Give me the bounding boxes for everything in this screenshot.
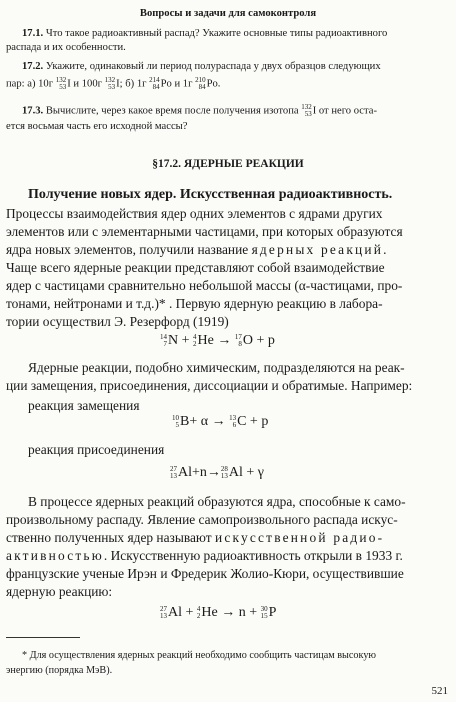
body-line: ядерную реакцию:: [6, 584, 113, 599]
equation-addition: 27 13 Al+n→ 28 13 Al + γ: [170, 464, 264, 480]
term-nuclear-reactions: ядерных реакций: [251, 242, 384, 257]
page-number: 521: [431, 685, 448, 697]
body-line: элементов или с элементарными частицами, при которых образуются: [6, 224, 403, 239]
footnote-line2: энергию (порядка МэВ).: [6, 665, 113, 676]
body-line: ядра новых элементов, получили название ядерных реакций.: [6, 242, 387, 257]
label-substitution-reaction: реакция замещения: [28, 398, 140, 413]
body-line: ядер с частицами сравнительно небольшой массы (α-частицами, про-: [6, 278, 403, 293]
isotope-aluminium-27: 27 13: [170, 464, 177, 480]
footnote-line1: * Для осуществления ядерных реакций необходимо сообщить частицам высокую: [22, 650, 377, 661]
term-artificial-radioactivity-cont: активностью: [6, 548, 104, 563]
question-17-3-line1: 17.3. Вычислите, через какое время после получения изотопа 132 53 I от него оста-: [22, 103, 377, 118]
label-addition-reaction: реакция присоединения: [28, 442, 165, 457]
body-line: Процессы взаимодействия ядер одних элементов с ядрами других: [6, 206, 383, 221]
question-number: 17.2.: [22, 61, 44, 72]
term-artificial-radioactivity: искусственной радио-: [214, 530, 385, 545]
question-17-2-line1: 17.2. Укажите, одинаковый ли период полураспада у двух образцов следующих: [22, 61, 381, 72]
body-line: тонами, нейтронами и т.д.)* . Первую ядерную реакцию в лабора-: [6, 296, 383, 311]
isotope-boron-10: 10 5: [172, 413, 179, 429]
equation-rutherford: 14 7 N + 4 2 He → 17 8 O + p: [160, 332, 275, 348]
body-line: произвольному распаду. Явление самопроизвольного распада искус-: [6, 512, 398, 527]
equation-substitution: 10 5 B+ α → 13 6 C + p: [172, 413, 269, 429]
question-number: 17.1.: [22, 28, 44, 39]
body-line: ции замещения, присоединения, диссоциации и обратимые. Например:: [6, 378, 413, 393]
footnote-divider: [6, 637, 80, 638]
question-17-1-line1: 17.1. Что такое радиоактивный распад? Укажите основные типы радиоактивного: [22, 28, 388, 39]
body-line: ственно полученных ядер называют искусственной радио-: [6, 530, 385, 545]
isotope-carbon-13: 13 6: [229, 413, 237, 429]
question-17-1-line2: распада и их особенности.: [6, 42, 126, 53]
isotope-polonium-210: 210 84: [195, 76, 206, 91]
isotope-helium-4: 4 2: [193, 332, 197, 348]
isotope-phosphorus-30: 30 15: [260, 604, 268, 620]
question-17-3-line2: ется восьмая часть его исходной массы?: [6, 121, 188, 132]
body-line: Чаще всего ядерные реакции представляют собой взаимодействие: [6, 260, 385, 275]
isotope-nitrogen-14: 14 7: [160, 332, 167, 348]
isotope-iodine-132: 132 53: [301, 103, 312, 118]
section-title: §17.2. ЯДЕРНЫЕ РЕАКЦИИ: [152, 158, 304, 170]
body-line: французские ученые Ирэн и Фредерик Жолио-Кюри, осуществившие: [6, 566, 404, 581]
body-line: Ядерные реакции, подобно химическим, подразделяются на реак-: [28, 360, 405, 375]
isotope-aluminium-27: 27 13: [160, 604, 167, 620]
isotope-aluminium-28: 28 13: [220, 464, 228, 480]
question-17-2-line2: пар: а) 10г 132 53 I и 100г 132 53 I; б) 1г 214 84 Po и 1г 210 84 Po.: [6, 76, 221, 91]
body-line: тории осуществил Э. Резерфорд (1919): [6, 314, 229, 329]
paragraph-heading: Получение новых ядер. Искусственная радиоактивность.: [28, 187, 393, 202]
isotope-oxygen-17: 17 8: [234, 332, 242, 348]
equation-joliot-curie: 27 13 Al + 4 2 He → n + 30 15 P: [160, 604, 277, 620]
isotope-iodine-132: 132 53: [55, 76, 67, 91]
question-number: 17.3.: [22, 105, 44, 117]
section-header: Вопросы и задачи для самоконтроля: [139, 8, 317, 19]
body-line: В процессе ядерных реакций образуются ядра, способные к само-: [28, 494, 406, 509]
isotope-helium-4: 4 2: [196, 604, 201, 620]
isotope-polonium-214: 214 84: [149, 76, 160, 91]
isotope-iodine-132: 132 53: [104, 76, 116, 91]
body-line: активностью. Искусственную радиоактивность открыли в 1933 г.: [6, 548, 403, 563]
